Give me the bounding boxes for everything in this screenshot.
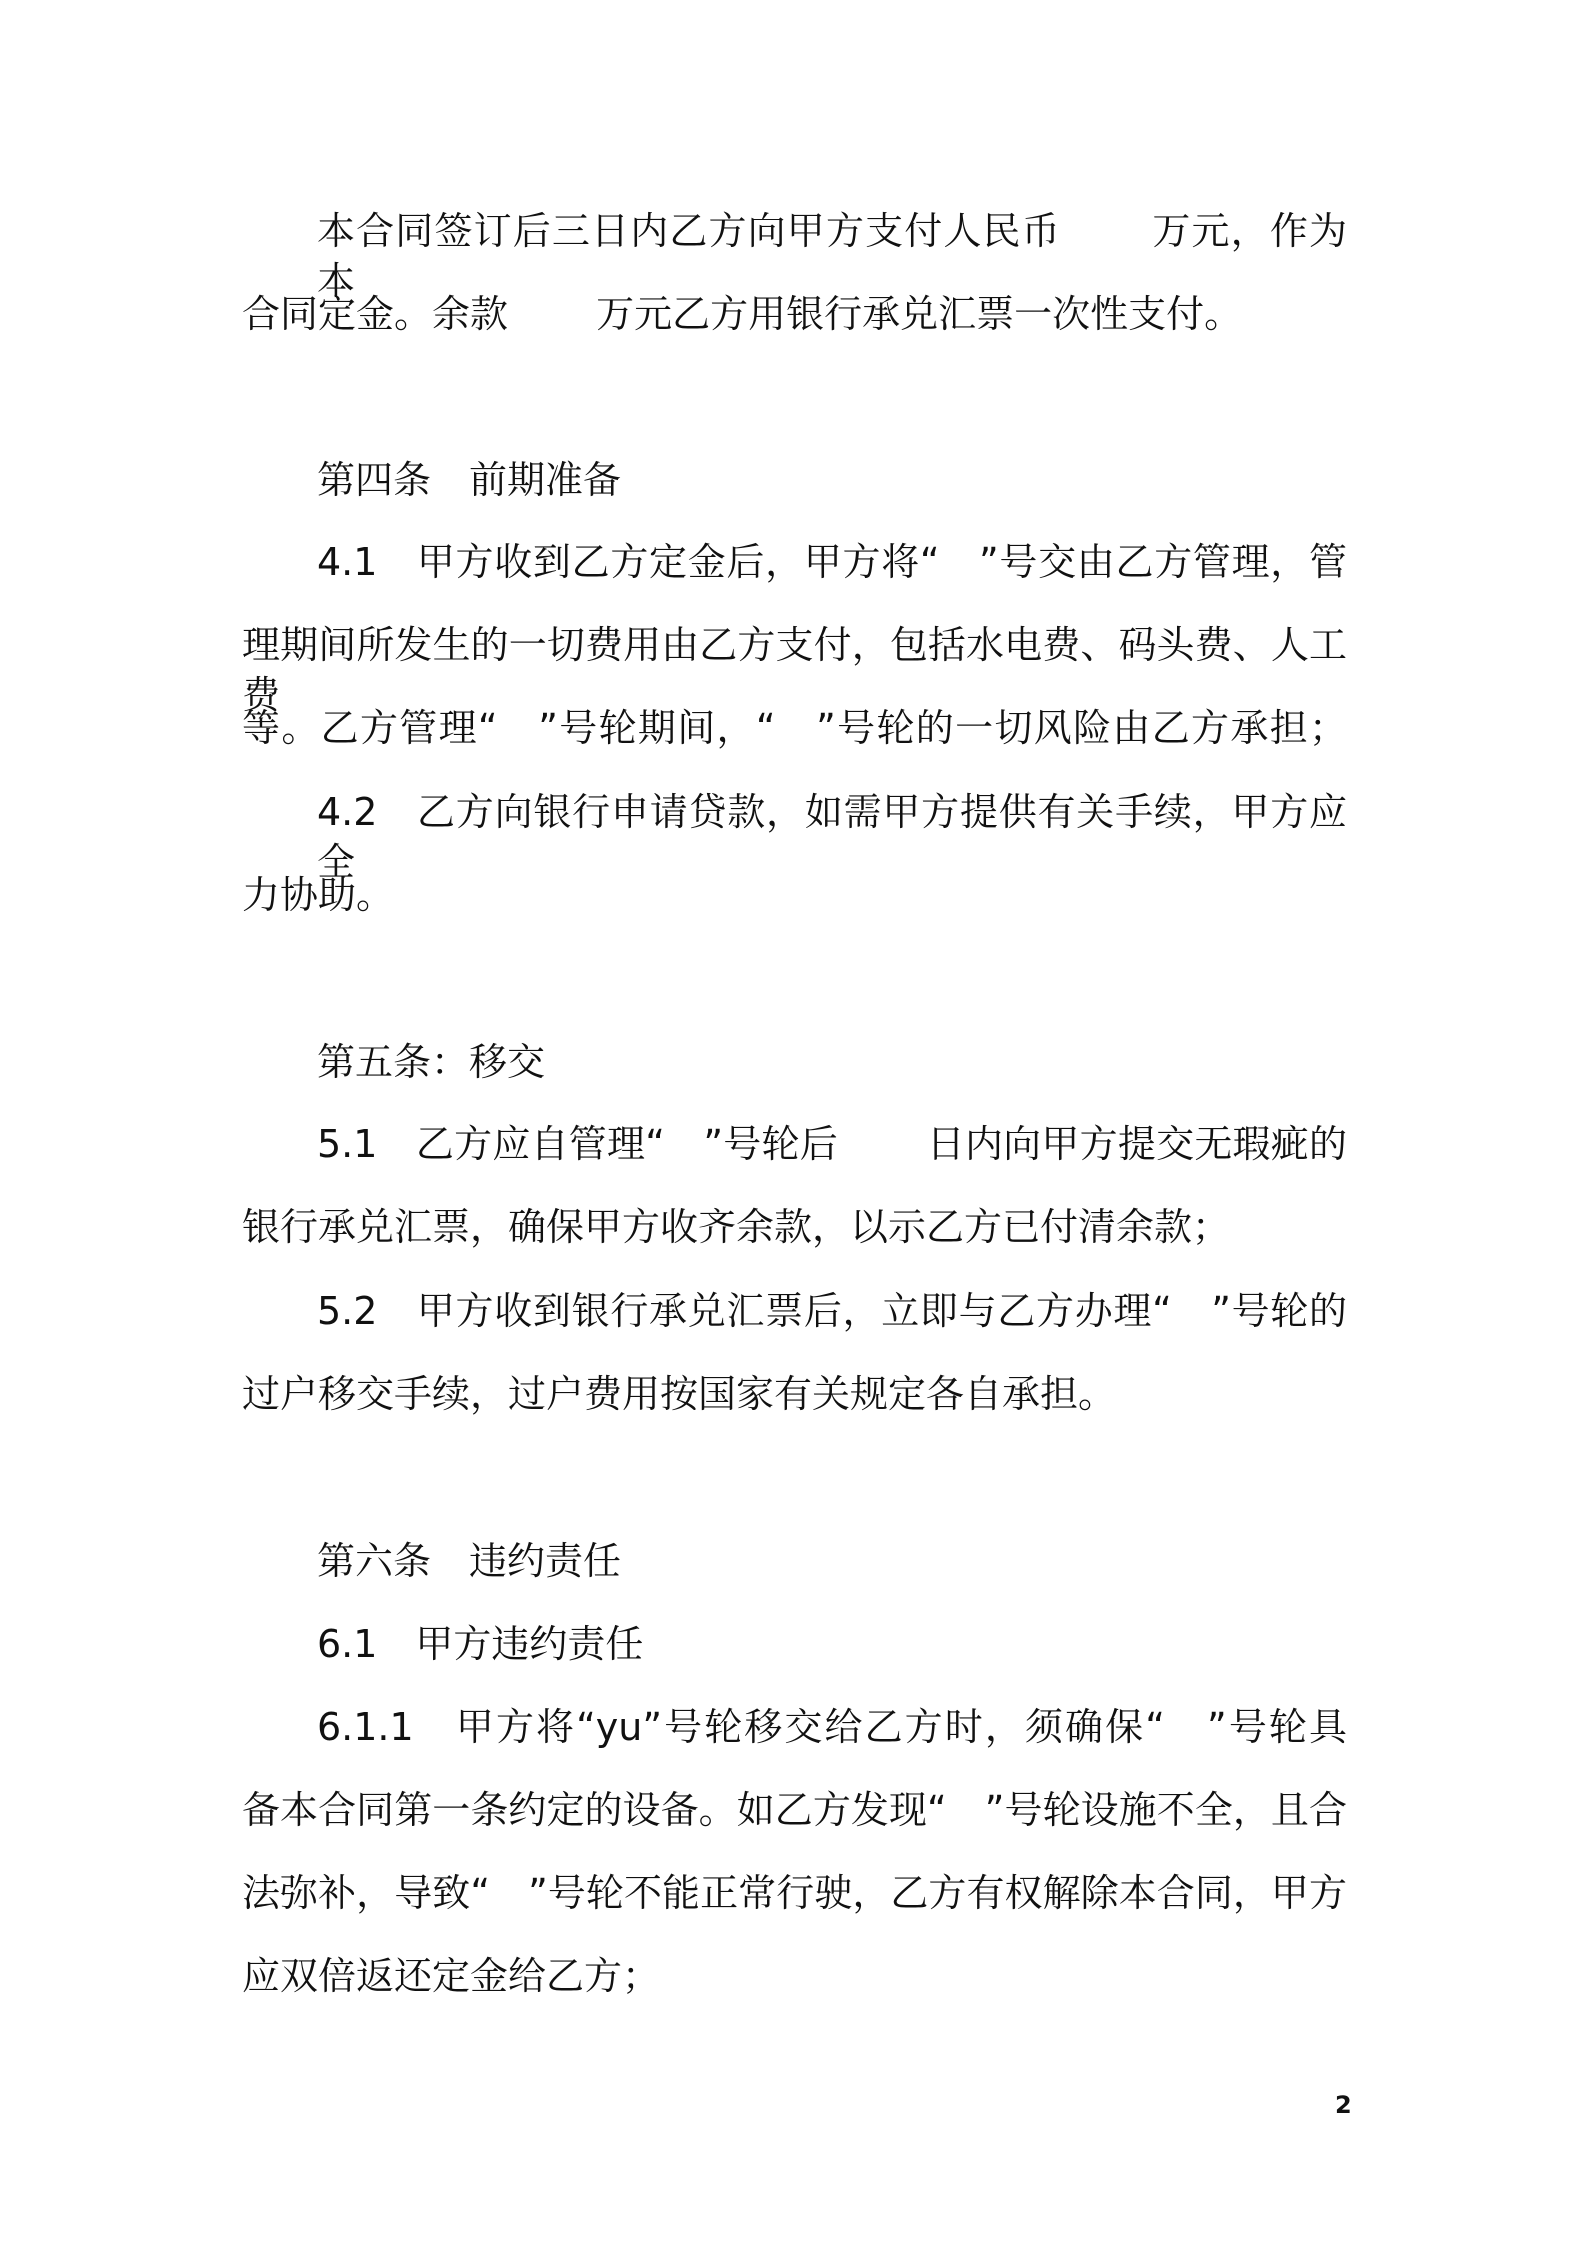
page-number: 2 (1335, 2091, 1352, 2119)
article-heading: 第六条 违约责任 (317, 1539, 622, 1583)
paragraph-line: 合同定金。余款 万元乙方用银行承兑汇票一次性支付。 (242, 292, 1243, 336)
article-heading: 第四条 前期准备 (317, 458, 622, 502)
paragraph-line: 本合同签订后三日内乙方向甲方支付人民币 万元，作为本 (317, 209, 1347, 303)
paragraph-line: 5.1 乙方应自管理“ ”号轮后 日内向甲方提交无瑕疵的 (317, 1122, 1347, 1166)
paragraph-line: 力协助。 (242, 873, 395, 917)
paragraph-line: 法弥补，导致“ ”号轮不能正常行驶，乙方有权解除本合同，甲方 (242, 1871, 1347, 1915)
paragraph-line: 过户移交手续，过户费用按国家有关规定各自承担。 (242, 1372, 1117, 1416)
article-heading: 第五条：移交 (317, 1040, 546, 1084)
paragraph-line: 4.2 乙方向银行申请贷款，如需甲方提供有关手续，甲方应全 (317, 790, 1347, 884)
paragraph-line: 理期间所发生的一切费用由乙方支付，包括水电费、码头费、人工费 (242, 623, 1347, 717)
paragraph-line: 应双倍返还定金给乙方； (242, 1954, 661, 1998)
paragraph-line: 银行承兑汇票，确保甲方收齐余款，以示乙方已付清余款； (242, 1205, 1231, 1249)
paragraph-line: 等。乙方管理“ ”号轮期间，“ ”号轮的一切风险由乙方承担； (242, 706, 1347, 750)
paragraph-line: 6.1.1 甲方将“yu”号轮移交给乙方时，须确保“ ”号轮具 (317, 1705, 1347, 1749)
paragraph-line: 5.2 甲方收到银行承兑汇票后，立即与乙方办理“ ”号轮的 (317, 1289, 1347, 1333)
paragraph-line: 备本合同第一条约定的设备。如乙方发现“ ”号轮设施不全，且合 (242, 1788, 1347, 1832)
section-heading: 6.1 甲方违约责任 (317, 1622, 644, 1666)
paragraph-line: 4.1 甲方收到乙方定金后，甲方将“ ”号交由乙方管理，管 (317, 540, 1347, 584)
